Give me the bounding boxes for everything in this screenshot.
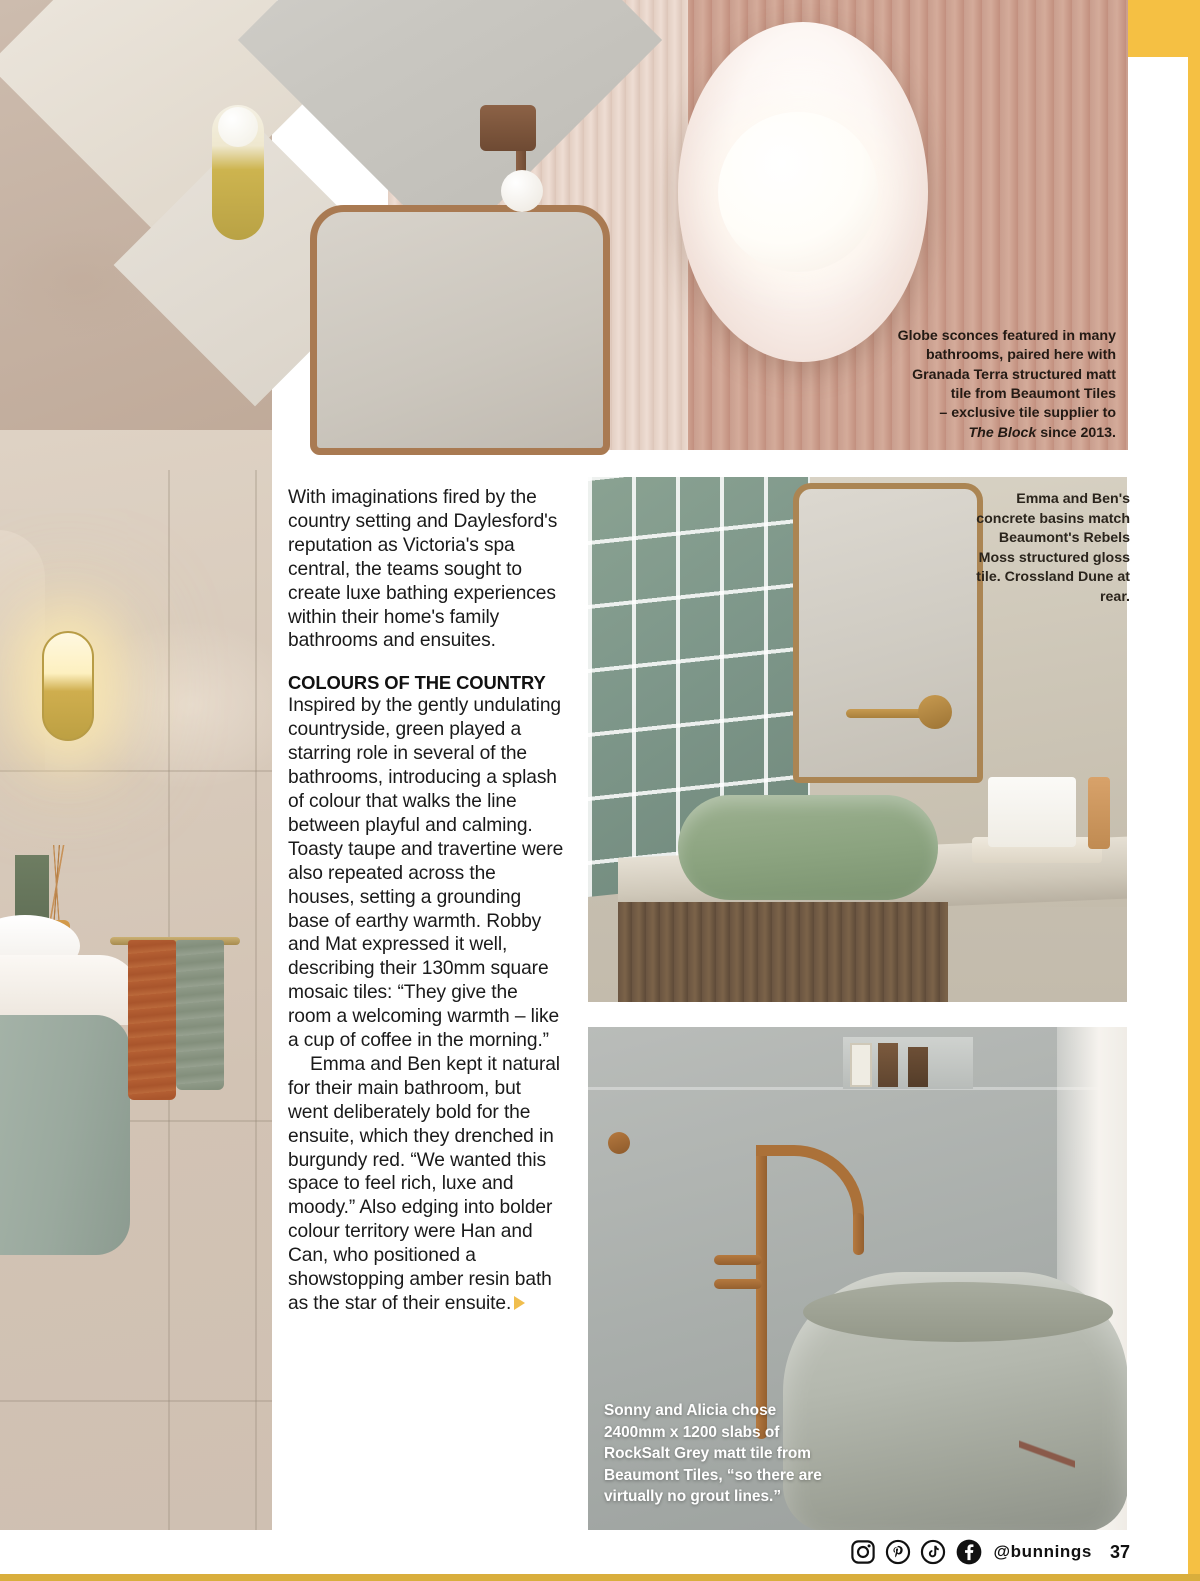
fluted-timber-vanity [618, 902, 948, 1002]
bath-filler-curve [756, 1145, 864, 1225]
caption-hero-publication: The Block [968, 424, 1037, 441]
bottom-gold-rule [0, 1574, 1200, 1581]
right-edge-yellow-strip [1188, 0, 1200, 1575]
bathtub-rim [803, 1282, 1113, 1342]
caption-bathtub: Sonny and Alicia chose 2400mm x 1200 slabs of RockSalt Grey matt tile from Beaumont Tiles, “so there are virtually no grout lines.” [604, 1402, 822, 1506]
candle [908, 1047, 928, 1087]
green-concrete-basin [678, 795, 938, 900]
brass-framed-mirror [793, 483, 983, 783]
brass-sconce-body [480, 105, 536, 151]
bath-tap-handle [714, 1279, 762, 1289]
page-number: 37 [1109, 1541, 1130, 1562]
section-heading: COLOURS OF THE COUNTRY [288, 672, 546, 694]
tile-grout-line [0, 1400, 272, 1402]
page-footer [0, 1530, 1188, 1574]
caption-hero-line-1: Globe sconces featured in many [897, 328, 1116, 344]
caption-hero-line-4: tile from Beaumont Tiles [950, 385, 1116, 402]
article-paragraph-2 [288, 1053, 564, 1316]
continue-arrow-icon [514, 1296, 525, 1310]
soap-bottles [988, 777, 1076, 847]
tile-grout-line [255, 470, 257, 1530]
social-handle: @bunnings [993, 1542, 1092, 1561]
social-icons [850, 1538, 983, 1566]
reed-diffuser [1088, 777, 1110, 849]
arched-mirror-collage [310, 205, 610, 455]
gold-sconce-top-collage [212, 105, 264, 240]
right-white-margin [1130, 57, 1188, 1575]
sage-vanity-cabinet [0, 1015, 130, 1255]
sconce-globe-bulb [718, 112, 878, 272]
candle [878, 1043, 898, 1087]
tile-grout-line [0, 770, 272, 772]
caption-hero-line-3: Granada Terra structured matt [912, 366, 1116, 383]
caption-hero-line-5: – exclusive tile supplier to [939, 405, 1116, 422]
caption-hero-tail: since 2013. [1036, 424, 1116, 441]
article-paragraph-2-text: Emma and Ben kept it natural for their main bathroom, but went deliberately bold for the ensuite, which they drenched in burgundy red. “We wanted this space to feel rich, luxe and moody.” Also edging into bolder colour territory were Han and Can, who positioned a showstopping amber resin bath as the star of their ensuite. [288, 1053, 560, 1314]
facebook-icon[interactable] [955, 1538, 983, 1566]
gold-wall-sconce [42, 631, 94, 741]
article-intro: With imaginations fired by the country setting and Daylesford's reputation as Victoria's spa central, the teams sought to create luxe bathing experiences within their home's family bathrooms and ensuites. [288, 487, 558, 652]
caption-hero-line-2: bathrooms, paired here with [926, 347, 1116, 364]
small-artwork-frame [850, 1043, 872, 1087]
wall-mixer-knob [608, 1132, 630, 1154]
article-paragraph-1: Inspired by the gently undulating countryside, green played a starring role in several of the bathrooms, introducing a splash of colour that walks the line between playful and calming. Toasty taupe and travertine were also repeated across the houses, setting a grounding base of earthy warmth. Robby and Mat expressed it well, describing their 130mm square mosaic tiles: “They give the room a welcoming warmth – like a cup of coffee in the morning.” [288, 695, 564, 1052]
article-body-column [288, 486, 564, 1316]
bath-filler-spout [853, 1213, 864, 1255]
rust-towel [128, 940, 176, 1100]
instagram-icon[interactable] [850, 1539, 876, 1565]
pinterest-icon[interactable] [885, 1539, 911, 1565]
tiktok-icon[interactable] [920, 1539, 946, 1565]
tap-mixer-plate [918, 695, 952, 729]
sage-towel [176, 940, 224, 1090]
reed-diffuser-sticks [44, 845, 70, 927]
dried-branch [1019, 1380, 1075, 1530]
bath-tap-handle [714, 1255, 762, 1265]
caption-green-bathroom: Emma and Ben's concrete basins match Beaumont's Rebels Moss structured gloss tile. Crossland Dune at rear. [976, 491, 1130, 605]
caption-hero [862, 327, 1116, 443]
brass-sconce-globe [501, 170, 543, 212]
arched-wall-niche [0, 530, 45, 770]
